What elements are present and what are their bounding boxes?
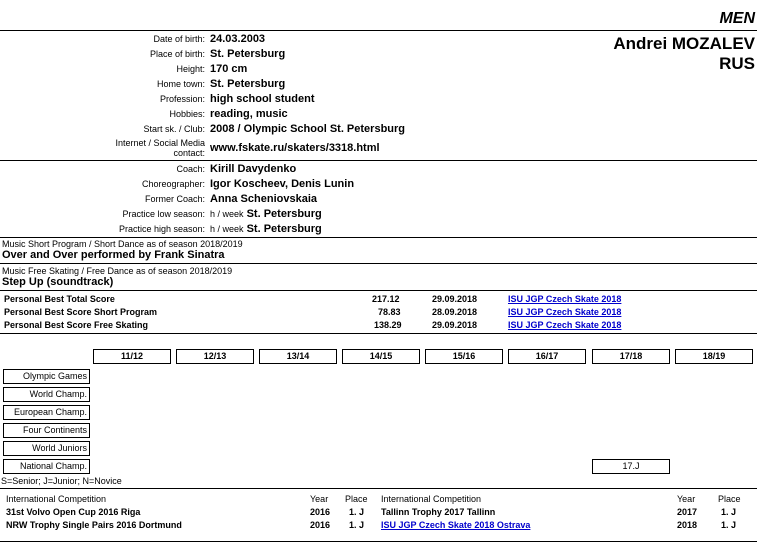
pb-free-date: 29.09.2018 [432,320,478,330]
comp-right-place: 1. J [721,507,737,517]
music-short-value: Over and Over performed by Frank Sinatra [2,249,225,261]
pb-total-label: Personal Best Total Score [4,294,115,304]
practice-low-unit: h / week [210,209,244,219]
bio-label-internet-2: contact: [173,148,205,158]
divider [0,237,757,238]
bio-label-height: Height: [176,64,205,74]
bio-value-hobbies: reading, music [210,108,288,120]
season-header: 17/18 [592,349,670,364]
comp-header-right: International Competition [381,494,482,504]
bio-label-hobbies: Hobbies: [169,109,205,119]
bio-value-height: 170 cm [210,63,248,75]
bio-value-pob: St. Petersburg [210,48,286,60]
pb-short-date: 28.09.2018 [432,307,478,317]
comp-left-year: 2016 [310,520,331,530]
pb-short-event-link[interactable]: ISU JGP Czech Skate 2018 [508,307,622,317]
divider [0,488,757,489]
pb-free-event-link[interactable]: ISU JGP Czech Skate 2018 [508,320,622,330]
bio-label-hometown: Home town: [156,79,205,89]
practice-high-row [210,223,322,235]
pb-total-date: 29.09.2018 [432,294,478,304]
comp-right-year: 2017 [677,507,698,517]
comp-right-name-link-wrap [381,520,530,530]
comp-left-place: 1. J [349,520,365,530]
skater-nation: RUS [719,54,755,73]
pb-free-score: 138.29 [374,320,402,330]
coach-value: Kirill Davydenko [210,163,297,175]
divider [0,290,757,291]
former-coach-label: Former Coach: [144,194,205,204]
comp-left-year: 2016 [310,507,331,517]
comp-header-place-right: Place [718,494,741,504]
national-result-17-18: 17.J [592,459,670,474]
category-label: MEN [719,10,755,27]
comp-right-name: Tallinn Trophy 2017 Tallinn [381,507,496,517]
bio-value-dob: 24.03.2003 [210,33,266,45]
divider [0,541,757,542]
bio-label-pob: Place of birth: [149,49,205,59]
music-free-value: Step Up (soundtrack) [2,276,114,288]
pb-free-label: Personal Best Score Free Skating [4,320,149,330]
pb-free-event [508,320,621,330]
practice-low-label: Practice low season: [122,209,205,219]
comp-left-name: 31st Volvo Open Cup 2016 Riga [6,507,141,517]
comp-right-name-link[interactable]: ISU JGP Czech Skate 2018 Ostrava [381,520,531,530]
practice-low-row [210,208,322,220]
divider [0,30,757,31]
bio-label-dob: Date of birth: [153,34,205,44]
season-header: 16/17 [508,349,586,364]
comp-right-year: 2018 [677,520,698,530]
champ-world-juniors: World Juniors [3,441,90,456]
season-header: 11/12 [93,349,171,364]
pb-total-score: 217.12 [372,294,400,304]
former-coach-value: Anna Scheniovskaia [210,193,317,205]
season-header: 15/16 [425,349,503,364]
music-free-label: Music Free Skating / Free Dance as of season 2018/2019 [2,266,233,276]
pb-total-event [508,294,621,304]
skater-name: Andrei MOZALEV [613,34,755,53]
bio-label-club: Start sk. / Club: [143,124,205,134]
music-short-label: Music Short Program / Short Dance as of season 2018/2019 [2,239,243,249]
practice-high-unit: h / week [210,224,244,234]
comp-header-year-left: Year [310,494,329,504]
level-legend: S=Senior; J=Junior; N=Novice [1,476,122,486]
choreographer-label: Choreographer: [141,179,205,189]
bio-label-internet: Internet / Social Media [115,138,205,148]
bio-label-profession: Profession: [159,94,205,104]
comp-left-name: NRW Trophy Single Pairs 2016 Dortmund [6,520,182,530]
pb-total-event-link[interactable]: ISU JGP Czech Skate 2018 [508,294,622,304]
comp-left-place: 1. J [349,507,365,517]
champ-four-continents: Four Continents [3,423,90,438]
bio-value-hometown: St. Petersburg [210,78,286,90]
practice-high-label: Practice high season: [118,224,205,234]
season-header: 12/13 [176,349,254,364]
champ-world: World Champ. [3,387,90,402]
comp-header-place-left: Place [345,494,368,504]
pb-short-score: 78.83 [378,307,401,317]
choreographer-value: Igor Koscheev, Denis Lunin [210,178,355,190]
practice-low-value: St. Petersburg [246,208,322,220]
skater-header [613,34,755,74]
coach-label: Coach: [176,164,205,174]
divider [0,333,757,334]
season-header: 14/15 [342,349,420,364]
champ-national: National Champ. [3,459,90,474]
champ-olympic: Olympic Games [3,369,90,384]
divider [0,160,757,161]
comp-right-place: 1. J [721,520,737,530]
bio-value-club: 2008 / Olympic School St. Petersburg [210,123,406,135]
season-header: 18/19 [675,349,753,364]
season-header: 13/14 [259,349,337,364]
pb-short-label: Personal Best Score Short Program [4,307,158,317]
divider [0,263,757,264]
pb-short-event [508,307,621,317]
bio-value-profession: high school student [210,93,315,105]
champ-european: European Champ. [3,405,90,420]
comp-header-left: International Competition [6,494,107,504]
bio-value-internet: www.fskate.ru/skaters/3318.html [210,142,380,154]
practice-high-value: St. Petersburg [246,223,322,235]
comp-header-year-right: Year [677,494,696,504]
